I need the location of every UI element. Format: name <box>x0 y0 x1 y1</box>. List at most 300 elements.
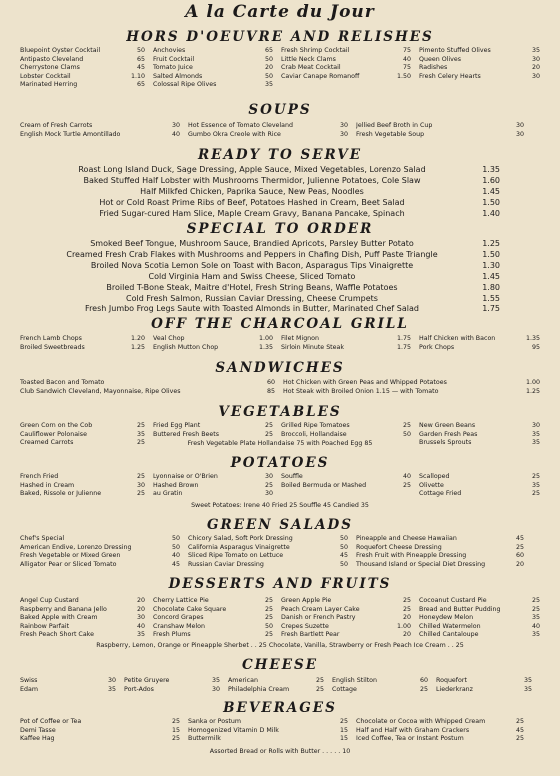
entree-name: Creamed Fresh Crab Flakes with Mushrooms and Peppers in Chafing Dish, Puff Paste Triangle <box>66 249 438 259</box>
menu-item-price: 25 <box>402 422 411 429</box>
entree-name: Hot or Cold Roast Prime Ribs of Beef, Potatoes Hashed in Cream, Beet Salad <box>99 197 405 207</box>
menu-item-price: 20 <box>402 614 411 622</box>
menu-item-price: 20 <box>515 560 524 568</box>
menu-item <box>281 431 411 440</box>
menu-item <box>20 623 145 632</box>
menu-item-price: 30 <box>531 72 540 80</box>
menu-item-name: Veal Chop <box>153 335 185 342</box>
menu-item <box>281 614 411 623</box>
menu-item-name: Garden Fresh Peas <box>419 430 478 438</box>
menu-item-name: Lobster Cocktail <box>20 72 71 80</box>
menu-item-price: 15 <box>339 735 348 743</box>
entree-name: Half Milkfed Chicken, Paprika Sauce, New Peas, Noodles <box>140 186 364 196</box>
menu-item-price: 25 <box>531 605 540 613</box>
menu-item-price: 30 <box>339 122 348 129</box>
menu-item-name: Buttered Fresh Beets <box>153 430 220 438</box>
entree-line <box>40 261 500 272</box>
entree-name: Fried Sugar-cured Ham Slice, Maple Cream Gravy, Banana Pancake, Spinach <box>99 208 405 218</box>
menu-item-price: 35 <box>107 685 116 693</box>
menu-item <box>281 631 411 640</box>
menu-item-name: Pimento Stuffed Olives <box>419 47 491 54</box>
menu-item-price: 25 <box>264 430 273 438</box>
menu-item <box>188 131 348 140</box>
entree-line <box>40 176 500 187</box>
menu-item <box>20 677 116 686</box>
menu-item-price: 75 <box>402 64 411 72</box>
menu-item <box>153 482 273 491</box>
menu-item-name: Fresh Bartlett Pear <box>281 631 340 639</box>
menu-item-name: Grilled Ripe Tomatoes <box>281 422 350 429</box>
menu-item-price: 60 <box>419 677 428 684</box>
entree-name: Smoked Beef Tongue, Mushroom Sauce, Brandied Apricots, Parsley Butter Potato <box>90 239 414 248</box>
menu-item <box>283 388 540 397</box>
menu-item <box>228 677 324 686</box>
green-salads-list <box>20 535 540 569</box>
menu-item-price: 30 <box>515 122 524 129</box>
menu-item <box>20 379 275 388</box>
menu-item-name: Danish or French Pastry <box>281 614 356 622</box>
menu-item-price: 1.25 <box>130 343 145 351</box>
menu-item-name: Cauliflower Polonaise <box>20 430 87 438</box>
menu-item <box>419 431 540 440</box>
menu-item-price: 25 <box>531 490 540 498</box>
menu-item-price: 1.35 <box>525 335 540 342</box>
menu-item-name: Alligator Pear or Sliced Tomato <box>20 560 117 568</box>
menu-item-price: 75 <box>402 47 411 54</box>
bread-rolls-note: Assorted Bread or Rolls with Butter . . . . . 10 <box>209 748 351 755</box>
menu-item <box>419 335 540 344</box>
menu-item-name: Cottage <box>332 685 357 693</box>
menu-item-price: 25 <box>264 481 273 489</box>
soups-list <box>20 122 540 139</box>
menu-item <box>153 56 273 65</box>
sandwiches-list <box>20 379 540 396</box>
menu-item <box>283 379 540 388</box>
menu-item <box>281 422 411 431</box>
menu-item-name: Half and Half with Graham Crackers <box>356 726 470 734</box>
hors-doeuvre-list <box>20 47 540 90</box>
menu-item-price: 40 <box>171 130 180 138</box>
section-heading-sandwiches: SANDWICHES <box>215 360 345 376</box>
menu-item <box>20 122 180 131</box>
menu-item <box>153 631 273 640</box>
menu-item-name: French Lamb Chops <box>20 335 82 342</box>
menu-item <box>153 81 273 90</box>
menu-item-price: 1.75 <box>396 343 411 351</box>
sweet-potatoes-note: Sweet Potatoes: Irene 40 Fried 25 Souffle 45 Candied 35 <box>191 502 369 509</box>
entree-line <box>40 250 500 261</box>
menu-item <box>20 614 145 623</box>
menu-item <box>356 544 524 553</box>
menu-item-name: Baked Apple with Cream <box>20 614 98 622</box>
menu-item-name: Chocolate or Cocoa with Whipped Cream <box>356 718 486 725</box>
menu-item-name: Bread and Butter Pudding <box>419 605 501 613</box>
menu-item-name: Olivette <box>419 481 444 489</box>
menu-item-price: 25 <box>515 718 524 725</box>
entree-price: 1.30 <box>482 260 500 270</box>
menu-item <box>332 677 428 686</box>
menu-item-name: Philadelphia Cream <box>228 685 290 693</box>
menu-item-name: Honeydew Melon <box>419 614 474 622</box>
menu-item-price: 1.00 <box>525 379 540 386</box>
menu-item <box>20 388 275 397</box>
entree-name: Roast Long Island Duck, Sage Dressing, Apple Sauce, Mixed Vegetables, Lorenzo Salad <box>78 165 426 174</box>
entree-price: 1.35 <box>482 165 500 174</box>
menu-item-price: 50 <box>171 535 180 542</box>
menu-item-price: 50 <box>339 543 348 551</box>
menu-item-price: 25 <box>531 597 540 604</box>
menu-item-name: Crab Meat Cocktail <box>281 64 341 72</box>
menu-item-price: 50 <box>136 47 145 54</box>
entree-name: Baked Stuffed Half Lobster with Mushrooms Thermidor, Julienne Potatoes, Cole Slaw <box>83 175 421 185</box>
menu-item-price: 40 <box>402 473 411 480</box>
menu-item-price: 45 <box>171 560 180 568</box>
menu-item-price: 25 <box>171 718 180 725</box>
menu-item <box>281 606 411 615</box>
menu-item-name: Fresh Peach Short Cake <box>20 631 94 639</box>
menu-item <box>20 490 145 499</box>
entree-price: 1.75 <box>482 304 500 314</box>
sherbet-ice-cream-note: Raspberry, Lemon, Orange or Pineapple Sherbet . . 25 Chocolate, Vanilla, Strawberry or Fresh Peach Ice Cream . . 25 <box>96 642 464 649</box>
menu-item-name: Cherry Lattice Pie <box>153 597 209 604</box>
menu-item <box>356 122 524 131</box>
menu-item-price: 1.50 <box>396 72 411 80</box>
menu-item <box>20 561 180 570</box>
section-heading-soups: SOUPS <box>248 102 312 118</box>
menu-item <box>356 131 524 140</box>
menu-item-name: Toasted Bacon and Tomato <box>20 379 105 386</box>
menu-item <box>20 131 180 140</box>
section-heading-hors-doeuvre: HORS D'OEUVRE AND RELISHES <box>126 29 434 45</box>
entree-line <box>40 209 500 220</box>
menu-item-name: Fresh Plums <box>153 631 191 639</box>
menu-item <box>419 56 540 65</box>
section-heading-vegetables: VEGETABLES <box>218 404 342 420</box>
menu-item <box>419 64 540 73</box>
menu-item-name: Cherrystone Clams <box>20 64 80 72</box>
menu-item-name: Salted Almonds <box>153 72 203 80</box>
menu-item <box>281 47 411 56</box>
menu-item <box>153 47 273 56</box>
menu-item-price: 35 <box>531 430 540 438</box>
menu-item-price: 1.35 <box>258 343 273 351</box>
menu-item-name: Filet Mignon <box>281 335 320 342</box>
menu-item-name: Fresh Fruit with Pineapple Dressing <box>356 552 467 560</box>
entree-price: 1.45 <box>482 271 500 281</box>
menu-item-price: 1.75 <box>396 335 411 342</box>
entree-line <box>40 239 500 250</box>
menu-item-price: 35 <box>531 439 540 447</box>
menu-item-name: Hot Chicken with Green Peas and Whipped Potatoes <box>283 379 447 386</box>
menu-item-price: 30 <box>264 473 273 480</box>
menu-item-price: 25 <box>264 422 273 429</box>
menu-item <box>281 64 411 73</box>
menu-item <box>20 606 145 615</box>
menu-item <box>356 535 524 544</box>
menu-item <box>153 490 273 499</box>
menu-item-name: Cranshaw Melon <box>153 622 206 630</box>
menu-item-price: 25 <box>136 422 145 429</box>
menu-item <box>188 727 348 736</box>
menu-item-price: 50 <box>264 622 273 630</box>
menu-item-price: 30 <box>531 422 540 429</box>
special-to-order-list <box>40 239 500 315</box>
menu-item <box>419 606 540 615</box>
menu-item-price: 35 <box>136 430 145 438</box>
menu-item <box>281 81 411 90</box>
menu-item-price: 25 <box>264 631 273 639</box>
entree-line <box>40 187 500 198</box>
menu-item-price <box>538 81 540 90</box>
menu-item <box>153 614 273 623</box>
menu-item <box>281 335 411 344</box>
menu-item-name: Liederkranz <box>436 685 473 693</box>
menu-item <box>281 56 411 65</box>
menu-item-price: 25 <box>402 481 411 489</box>
menu-item-price: 20 <box>136 597 145 604</box>
menu-item <box>419 490 540 499</box>
menu-item <box>419 623 540 632</box>
menu-item-price: 25 <box>515 543 524 551</box>
menu-item-name: English Mutton Chop <box>153 343 219 351</box>
menu-item-name: Green Apple Pie <box>281 597 332 604</box>
menu-item <box>20 631 145 640</box>
menu-item-price: 25 <box>136 473 145 480</box>
menu-item-name: Rainbow Parfait <box>20 622 70 630</box>
menu-item <box>332 686 428 695</box>
menu-item <box>153 73 273 82</box>
menu-item-price: 1.00 <box>258 335 273 342</box>
entree-price: 1.60 <box>482 175 500 185</box>
menu-item <box>20 535 180 544</box>
menu-item <box>20 73 145 82</box>
menu-item-name: Hot Steak with Broiled Onion 1.15 — with Tomato <box>283 387 439 395</box>
menu-item-price: 85 <box>266 387 275 395</box>
entree-name: Fresh Jumbo Frog Legs Saute with Toasted Almonds in Butter, Marinated Chef Salad <box>85 304 419 314</box>
menu-item-name: Green Corn on the Cob <box>20 422 93 429</box>
menu-item <box>153 422 273 431</box>
menu-item-name: Boiled Bermuda or Mashed <box>281 481 367 489</box>
menu-item-name <box>281 490 409 499</box>
menu-item <box>20 47 145 56</box>
entree-line <box>40 294 500 305</box>
menu-item-name: Homogenized Vitamin D Milk <box>188 726 279 734</box>
menu-item-name: Pot of Coffee or Tea <box>20 718 82 725</box>
menu-item-name: Cottage Fried <box>419 490 462 498</box>
menu-item-name: Russian Caviar Dressing <box>188 560 264 568</box>
menu-item-name: Kaffee Hag <box>20 735 55 743</box>
menu-item <box>20 597 145 606</box>
menu-item <box>153 597 273 606</box>
menu-item <box>419 614 540 623</box>
menu-item-name: Sirloin Minute Steak <box>281 343 345 351</box>
menu-item-name: Broccoli, Hollandaise <box>281 430 347 438</box>
menu-item-name: Souffle <box>281 473 303 480</box>
menu-item <box>356 727 524 736</box>
menu-item-price: 35 <box>531 614 540 622</box>
menu-item-name: Chocolate Cake Square <box>153 605 227 613</box>
potatoes-list <box>20 473 540 499</box>
menu-item-price: 25 <box>136 490 145 498</box>
menu-item <box>20 482 145 491</box>
menu-item-price: 50 <box>339 535 348 542</box>
menu-item <box>20 473 145 482</box>
menu-item-name: Broiled Sweetbreads <box>20 343 85 351</box>
menu-item <box>356 552 524 561</box>
menu-item-name <box>281 81 409 90</box>
menu-item-name: Buttermilk <box>188 735 221 743</box>
menu-item <box>188 735 348 744</box>
menu-item-price: 20 <box>264 64 273 72</box>
menu-item <box>20 431 145 440</box>
menu-item-price: 1.10 <box>130 72 145 80</box>
menu-item <box>188 535 348 544</box>
menu-item-price: 95 <box>531 343 540 351</box>
menu-item-price: 30 <box>515 130 524 138</box>
menu-item-price: 40 <box>171 552 180 560</box>
section-heading-green-salads: GREEN SALADS <box>206 517 353 533</box>
menu-item-price: 1.25 <box>525 387 540 395</box>
menu-item-name: Queen Olives <box>419 55 462 63</box>
menu-item-price: 25 <box>171 735 180 743</box>
menu-item <box>20 544 180 553</box>
entree-price: 1.55 <box>482 293 500 303</box>
menu-item-price: 50 <box>171 543 180 551</box>
menu-item-price: 20 <box>402 631 411 639</box>
menu-item-name: Brussels Sprouts <box>419 439 472 447</box>
menu-item-name: Iced Coffee, Tea or Instant Postum <box>356 735 464 743</box>
menu-item <box>124 686 220 695</box>
menu-item-price: 25 <box>402 597 411 604</box>
menu-item <box>281 73 411 82</box>
entree-price: 1.25 <box>482 239 500 248</box>
menu-item-price: 65 <box>136 81 145 89</box>
menu-item-price: 65 <box>136 55 145 63</box>
menu-item-name: Petite Gruyere <box>124 677 170 684</box>
menu-item <box>419 597 540 606</box>
entree-line <box>40 304 500 315</box>
entree-price: 1.50 <box>482 197 500 207</box>
menu-item-name: Fresh Celery Hearts <box>419 72 481 80</box>
menu-item-name: Raspberry and Banana Jello <box>20 605 107 613</box>
menu-item <box>20 727 180 736</box>
menu-item-price: 45 <box>515 535 524 542</box>
section-heading-potatoes: POTATOES <box>230 455 330 471</box>
menu-item-price: 45 <box>136 64 145 72</box>
menu-item-price: 40 <box>136 622 145 630</box>
menu-item-price: 25 <box>315 677 324 684</box>
section-heading-ready-to-serve: READY TO SERVE <box>197 147 363 163</box>
menu-item-name: Anchovies <box>153 47 186 54</box>
menu-item-name: Scalloped <box>419 473 450 480</box>
charcoal-grill-list <box>20 335 540 352</box>
menu-item-price: 15 <box>171 726 180 734</box>
menu-item <box>153 64 273 73</box>
menu-item-name: Thousand Island or Special Diet Dressing <box>356 560 486 568</box>
menu-item <box>228 686 324 695</box>
menu-item-price: 25 <box>402 605 411 613</box>
menu-item-name: English Stilton <box>332 677 378 684</box>
cheese-list <box>20 677 540 694</box>
menu-item-price: 1.00 <box>396 622 411 630</box>
menu-item-name: Fresh Vegetable Soup <box>356 130 425 138</box>
menu-item-name <box>419 81 538 90</box>
menu-item <box>281 623 411 632</box>
menu-item <box>20 735 180 744</box>
menu-item <box>356 735 524 744</box>
entree-line <box>40 283 500 294</box>
menu-item-price: 40 <box>531 622 540 630</box>
menu-item <box>281 597 411 606</box>
menu-item <box>188 718 348 727</box>
menu-item-name: Sanka or Postum <box>188 718 241 725</box>
menu-item-price: 30 <box>531 55 540 63</box>
menu-item-price: 30 <box>211 685 220 693</box>
ready-to-serve-list <box>40 165 500 220</box>
menu-item-name: Half Chicken with Bacon <box>419 335 496 342</box>
menu-item-name: Chicory Salad, Soft Pork Dressing <box>188 535 293 542</box>
entree-line <box>40 272 500 283</box>
menu-item <box>188 544 348 553</box>
menu-item-name: English Mock Turtle Amontillado <box>20 130 121 138</box>
beverages-list <box>20 718 540 744</box>
menu-item <box>419 422 540 431</box>
menu-item <box>281 482 411 491</box>
section-heading-desserts-and-fruits: DESSERTS AND FRUITS <box>168 576 392 592</box>
menu-item-name: American <box>228 677 258 684</box>
entree-price: 1.80 <box>482 282 500 292</box>
menu-item-name: Little Neck Clams <box>281 55 336 63</box>
menu-item-name: Pineapple and Cheese Hawaiian <box>356 535 457 542</box>
menu-item-name: Angel Cup Custard <box>20 597 79 604</box>
menu-item-price: 30 <box>136 481 145 489</box>
menu-item-price: 25 <box>264 614 273 622</box>
menu-item <box>20 81 145 90</box>
menu-item-price: 50 <box>264 55 273 63</box>
menu-item-name: Colossal Ripe Olives <box>153 81 217 89</box>
menu-item-name: Creamed Carrots <box>20 439 74 447</box>
menu-item-name: Hashed Brown <box>153 481 199 489</box>
menu-item <box>20 64 145 73</box>
menu-item-price: 35 <box>531 481 540 489</box>
menu-item-name: Roquefort <box>436 677 467 684</box>
menu-item-price: 1.20 <box>130 335 145 342</box>
menu-item <box>20 422 145 431</box>
menu-item-name: Caviar Canape Romanoff <box>281 72 360 80</box>
menu-item-name: Port-Ados <box>124 685 154 693</box>
menu-item <box>153 606 273 615</box>
entree-price: 1.45 <box>482 186 500 196</box>
menu-item-price: 25 <box>339 718 348 725</box>
menu-item <box>419 344 540 353</box>
menu-item-name: Fruit Cocktail <box>153 55 195 63</box>
menu-item-price: 35 <box>531 47 540 54</box>
menu-item-name: Chilled Watermelon <box>419 622 481 630</box>
menu-item <box>20 344 145 353</box>
menu-item-price: 30 <box>171 122 180 129</box>
menu-item-name: Club Sandwich Cleveland, Mayonnaise, Ripe Olives <box>20 387 181 395</box>
menu-item <box>153 431 273 440</box>
menu-item-price: 60 <box>266 379 275 386</box>
entree-line <box>40 165 500 176</box>
menu-item <box>356 561 524 570</box>
menu-item-name: Fresh Vegetable or Mixed Green <box>20 552 121 560</box>
menu-title: A la Carte du Jour <box>185 2 375 22</box>
menu-item <box>153 335 273 344</box>
menu-item <box>356 718 524 727</box>
menu-item-name: French Fried <box>20 473 59 480</box>
menu-item-name: Bluepoint Oyster Cocktail <box>20 47 101 54</box>
